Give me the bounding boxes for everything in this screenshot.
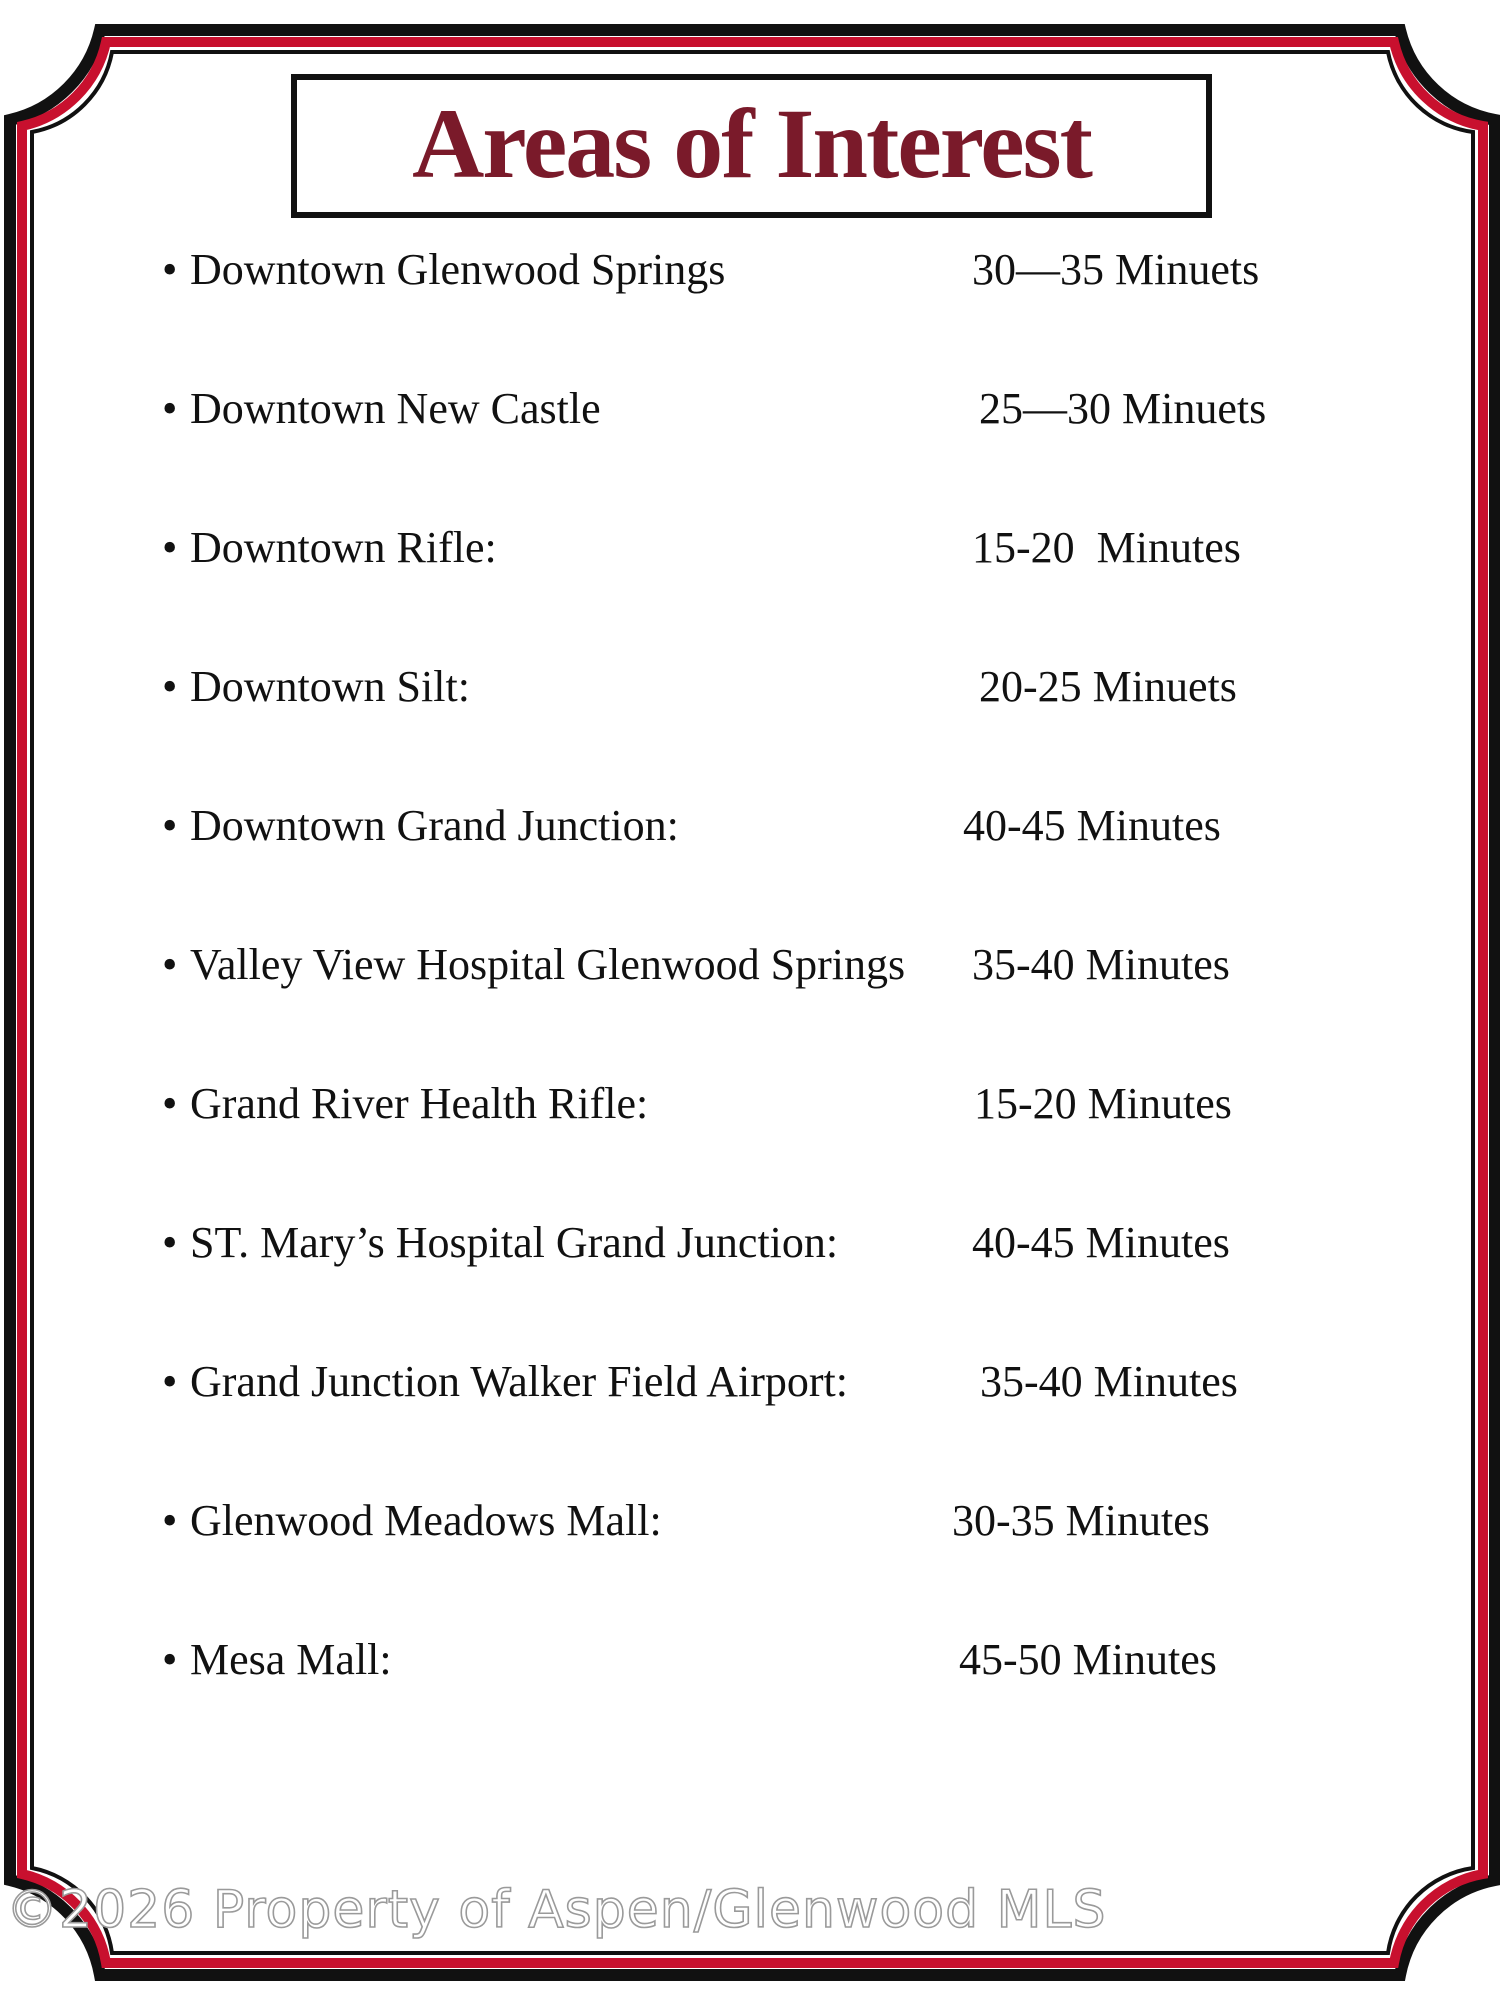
travel-time: 25—30 Minuets <box>979 384 1267 433</box>
list-item <box>162 240 1312 300</box>
place-name: Downtown Silt: <box>190 662 470 711</box>
bullet-icon: • <box>162 1496 178 1545</box>
bullet-icon: • <box>162 1357 178 1406</box>
list-item <box>162 379 1312 439</box>
place-name: Glenwood Meadows Mall: <box>190 1496 662 1545</box>
bullet-icon: • <box>162 245 178 294</box>
bullet-icon: • <box>162 523 178 572</box>
place-name: Grand Junction Walker Field Airport: <box>190 1357 848 1406</box>
place-name: Downtown Glenwood Springs <box>190 245 726 294</box>
bullet-icon: • <box>162 1079 178 1128</box>
travel-time: 40-45 Minutes <box>972 1218 1230 1267</box>
list-item <box>162 657 1312 717</box>
list-item <box>162 935 1312 995</box>
place-name: Grand River Health Rifle: <box>190 1079 649 1128</box>
list-item <box>162 1630 1312 1690</box>
place-name: ST. Mary’s Hospital Grand Junction: <box>190 1218 839 1267</box>
list-item <box>162 1352 1312 1412</box>
bullet-icon: • <box>162 940 178 989</box>
travel-time: 35-40 Minutes <box>972 940 1230 989</box>
travel-time: 40-45 Minutes <box>963 801 1221 850</box>
place-name: Downtown Grand Junction: <box>190 801 679 850</box>
list-item <box>162 1213 1312 1273</box>
travel-time: 45-50 Minutes <box>959 1635 1217 1684</box>
travel-time: 35-40 Minutes <box>980 1357 1238 1406</box>
bullet-icon: • <box>162 801 178 850</box>
bullet-icon: • <box>162 1635 178 1684</box>
bullet-icon: • <box>162 1218 178 1267</box>
travel-time: 20-25 Minuets <box>979 662 1237 711</box>
page-title: Areas of Interest <box>412 88 1091 199</box>
list-item <box>162 796 1312 856</box>
list-item <box>162 518 1312 578</box>
place-name: Valley View Hospital Glenwood Springs <box>190 940 906 989</box>
place-name: Downtown Rifle: <box>190 523 497 572</box>
place-name: Downtown New Castle <box>190 384 601 433</box>
travel-time: 30—35 Minuets <box>972 245 1260 294</box>
list-item <box>162 1074 1312 1134</box>
place-name: Mesa Mall: <box>190 1635 392 1684</box>
travel-time: 15-20 Minutes <box>972 523 1241 572</box>
watermark: ©2026 Property of Aspen/Glenwood MLS <box>6 1880 1107 1940</box>
bullet-icon: • <box>162 384 178 433</box>
bullet-icon: • <box>162 662 178 711</box>
list-item <box>162 1491 1312 1551</box>
travel-time: 15-20 Minutes <box>974 1079 1232 1128</box>
travel-time: 30-35 Minutes <box>952 1496 1210 1545</box>
